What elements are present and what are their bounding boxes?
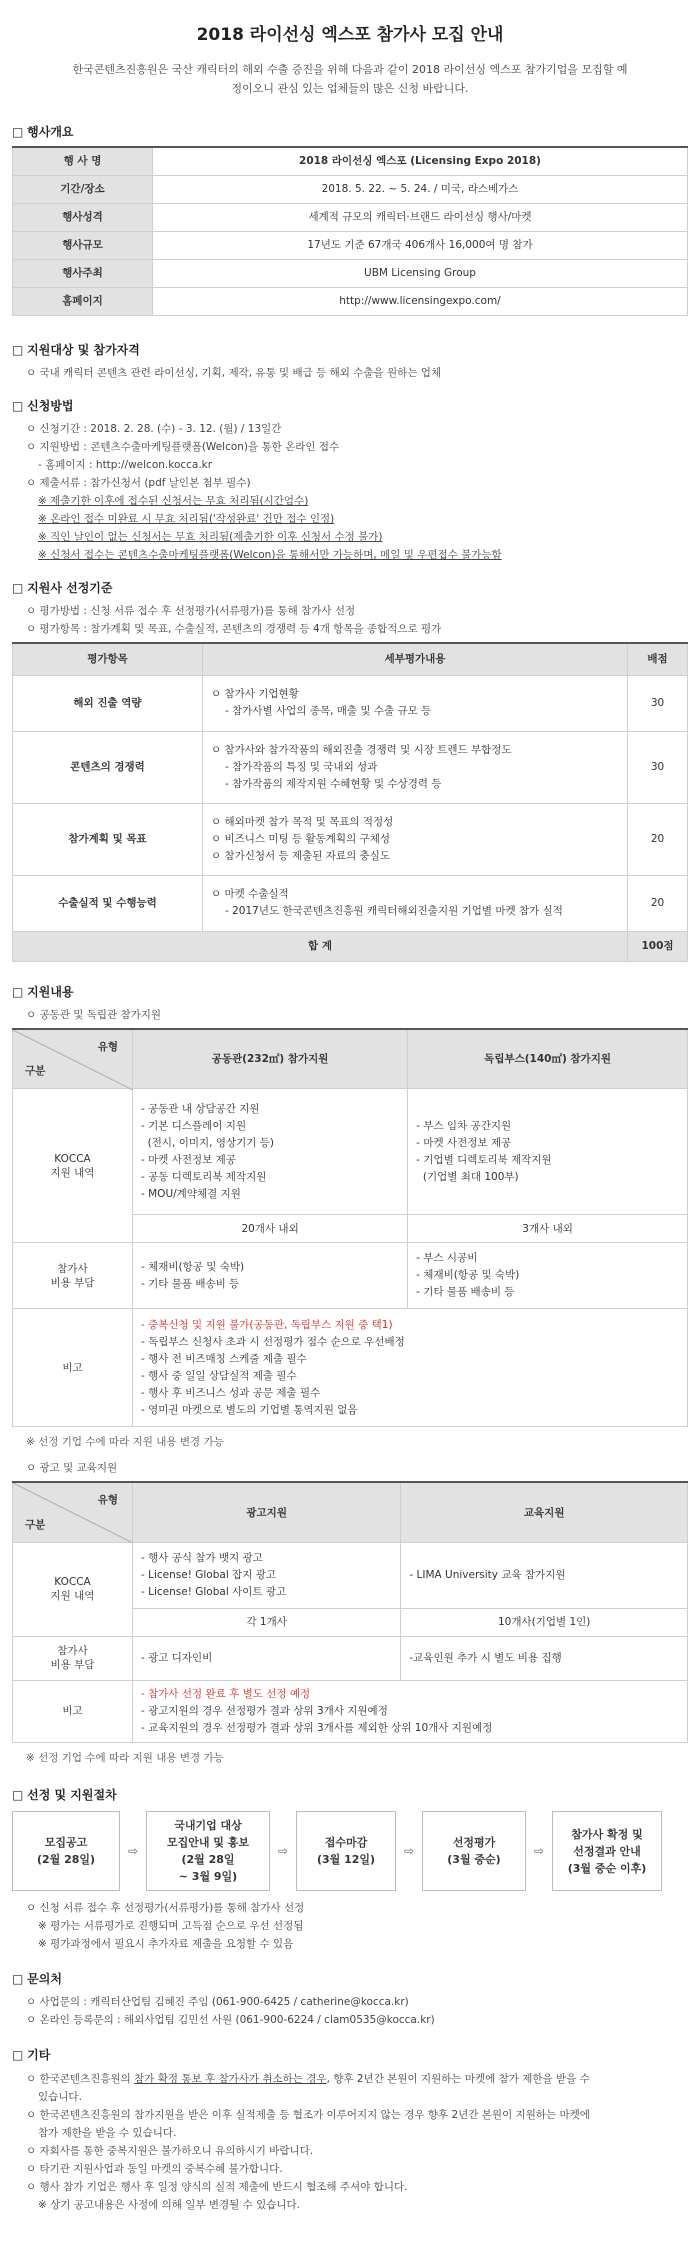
process-step [422,1811,526,1891]
list-item: - 교육지원의 경우 선정평가 결과 상위 3개사를 제외한 상위 10개사 지원예정 [141,1721,493,1734]
row-key: 행사성격 [13,203,153,231]
cell-list [401,1636,688,1680]
detail-line: ㅇ 참가사와 참가작품의 해외진출 경쟁력 및 시장 트렌드 부합정도 [211,743,512,756]
apply-period: ㅇ 신청기간 : 2018. 2. 28. (수) - 3. 12. (월) / 13일간 [26,423,282,436]
col-header: 광고지원 [133,1482,401,1542]
row-label: KOCCA 지원 내역 [13,1089,133,1243]
row-value: 17년도 기준 67개국 406개사 16,000여 명 참가 [153,231,688,259]
process-step [552,1811,662,1891]
etc-item-cont: 있습니다. [38,2090,82,2103]
support-note: ※ 선정 기업 수에 따라 지원 내용 변경 가능 [26,1436,224,1449]
step-label: 접수마감 [324,1836,368,1850]
eval-item: 수출실적 및 수행능력 [13,875,203,931]
detail-line: ㅇ 비즈니스 미팅 등 활동계획의 구체성 [211,832,390,845]
header-division: 구분 [25,1065,46,1078]
cell-list [408,1089,688,1215]
count-cell: 각 1개사 [133,1608,401,1636]
cell-list [133,1309,688,1427]
row-value: 세계적 규모의 캐릭터·브랜드 라이선싱 행사/마켓 [153,203,688,231]
cell-list [401,1542,688,1608]
table-row [13,1542,688,1608]
count-cell: 20개사 내외 [133,1215,408,1243]
table-row [13,675,688,731]
step-date: (3월 중순 이후) [567,1861,647,1875]
row-value: UBM Licensing Group [153,259,688,287]
row-label: 참가사 비용 부담 [13,1243,133,1309]
step-date: (3월 중순) [447,1853,501,1867]
cell-list [133,1636,401,1680]
booth-support-table [12,1028,688,1428]
diagonal-line [13,1483,133,1543]
list-item: - 광고 디자인비 [141,1651,213,1664]
list-item: - 마켓 사전정보 제공 [141,1153,236,1166]
table-header-row [13,1482,688,1542]
overview-table [12,146,688,316]
arrow-right-icon: ⇨ [533,1844,545,1859]
table-row [13,175,688,203]
list-item: (전시, 이미지, 영상기기 등) [141,1136,274,1149]
col-header: 교육지원 [401,1482,688,1542]
list-item: - 행사 중 일일 상담실적 제출 필수 [141,1369,297,1382]
row-key: 홈페이지 [13,287,153,315]
list-item: - 기업별 디렉토리북 제작지원 [416,1153,552,1166]
table-row [13,259,688,287]
process-step [296,1811,396,1891]
arrow-right-icon: ⇨ [127,1844,139,1859]
cell-list [408,1243,688,1309]
apply-note: ※ 제출기한 이후에 접수된 신청서는 무효 처리됨(시간엄수) [38,495,309,508]
list-item: - 광고지원의 경우 선정평가 결과 상위 3개사 지원예정 [141,1704,388,1717]
table-header-row [13,643,688,675]
step-date: (3월 12일) [316,1853,376,1867]
step-label: 국내기업 대상 [174,1819,242,1833]
step-date: (2월 28일) [36,1853,96,1867]
section-eligibility-title: □ 지원대상 및 참가자격 [12,342,688,358]
process-step [146,1811,270,1891]
step-label: 모집안내 및 홍보 [166,1836,250,1850]
list-item: - 행사 공식 참가 뱃지 광고 [141,1551,263,1564]
list-item: - MOU/계약체결 지원 [141,1187,241,1200]
cell-list [133,1680,688,1742]
process-steps [12,1811,688,1891]
arrow-right-icon: ⇨ [403,1844,415,1859]
count-cell: 10개사(기업별 1인) [401,1608,688,1636]
diagonal-header-cell [13,1029,133,1089]
contact-online: ㅇ 온라인 등록문의 : 해외사업팀 김민선 사원 (061-900-6224 / clam0535@kocca.kr) [26,2014,435,2027]
step-label: 모집공고 [44,1836,88,1850]
diagonal-line [13,1030,133,1090]
col-header: 독립부스(140㎡) 참가지원 [408,1029,688,1089]
row-label: 비고 [13,1680,133,1742]
etc-text: , 향후 2년간 본원이 지원하는 마켓에 참가 제한을 받을 수 [326,2072,590,2085]
list-item: - 행사 후 비즈니스 성과 공문 제출 필수 [141,1386,321,1399]
detail-line: ㅇ 마켓 수출실적 [211,888,289,901]
process-step [12,1811,120,1891]
col-header: 배점 [628,643,688,675]
etc-underlined: 참가 확정 통보 후 참가사가 취소하는 경우 [134,2072,327,2085]
eval-score: 20 [628,803,688,875]
detail-line: ㅇ 참가신청서 등 제출된 자료의 충실도 [211,849,390,862]
list-item: - 기타 물품 배송비 등 [141,1277,240,1290]
eval-item: 해외 진출 역량 [13,675,203,731]
intro-text: 한국콘텐츠진흥원은 국산 캐릭터의 해외 수출 증진을 위해 다음과 같이 2018 라이선싱 엑스포 참가기업을 모집할 예정이오니 관심 있는 업체들의 많은 신청 바랍니다. [72,63,628,95]
apply-note: ※ 온라인 접수 미완료 시 무효 처리됨('작성완료' 건만 접수 인정) [38,513,335,526]
list-item: - LIMA University 교육 참가지원 [409,1568,566,1581]
etc-item-cont: 참가 제한을 받을 수 있습니다. [38,2126,177,2139]
table-row [13,731,688,803]
step-label: 선정평가 [452,1836,496,1850]
list-item: - 기본 디스플레이 지원 [141,1119,247,1132]
count-cell: 3개사 내외 [408,1215,688,1243]
eval-score: 30 [628,675,688,731]
eval-item: 참가계획 및 목표 [13,803,203,875]
table-row [13,1309,688,1427]
section-support-title: □ 지원내용 [12,984,688,1000]
detail-line: - 참가작품의 제작지원 수혜현황 및 수상경력 등 [225,777,442,790]
section-process-title: □ 선정 및 지원절차 [12,1787,688,1803]
list-item: - 기타 물품 배송비 등 [416,1286,515,1299]
list-item: - 마켓 사전정보 제공 [416,1136,512,1149]
table-row [13,1243,688,1309]
etc-text: ㅇ 한국콘텐츠진흥원의 [26,2072,135,2085]
section-criteria-title: □ 지원사 선정기준 [12,580,688,596]
table-row [13,231,688,259]
col-header: 평가항목 [13,643,203,675]
section-overview-title: □ 행사개요 [12,124,688,140]
apply-note: ※ 직인 날인이 없는 신청서는 무효 처리됨(제출기한 이후 신청서 수정 불가) [38,531,383,544]
table-row [13,1680,688,1742]
row-label: KOCCA 지원 내역 [13,1542,133,1636]
section-contact-title: □ 문의처 [12,1971,688,1987]
etc-note: ※ 상기 공고내용은 사정에 의해 일부 변경될 수 있습니다. [38,2198,300,2211]
table-row [13,287,688,315]
eval-detail [203,803,628,875]
list-item: -교육인원 추가 시 별도 비용 집행 [409,1651,562,1664]
list-item: - 체재비(항공 및 숙박) [416,1269,520,1282]
table-row [13,147,688,175]
list-item: - 행사 전 비즈매칭 스케줄 제출 필수 [141,1352,307,1365]
list-item: - 영미권 마켓으로 별도의 기업별 통역지원 없음 [141,1403,358,1416]
col-header: 공동관(232㎡) 참가지원 [133,1029,408,1089]
row-key: 기간/장소 [13,175,153,203]
apply-documents: ㅇ 제출서류 : 참가신청서 (pdf 날인본 첨부 필수) [26,477,251,490]
etc-item [12,2070,688,2088]
support-sub-booth: ㅇ 공동관 및 독립관 참가지원 [26,1008,162,1021]
diagonal-header-cell [13,1482,133,1542]
list-item: - 공동관 내 상담공간 지원 [141,1102,260,1115]
eval-detail [203,731,628,803]
list-item: - 부스 시공비 [416,1252,478,1265]
list-item: - 중복신청 및 지원 불가(공동관, 독립부스 지원 중 택1) [141,1318,393,1331]
step-date: (2월 28일 [181,1853,235,1867]
detail-line: ㅇ 해외마켓 참가 목적 및 목표의 적정성 [211,815,394,828]
header-type: 유형 [97,1040,118,1053]
row-value: 2018. 5. 22. ~ 5. 24. / 미국, 라스베가스 [153,175,688,203]
table-row [13,875,688,931]
arrow-right-icon: ⇨ [277,1844,289,1859]
total-label: 합 계 [13,931,628,961]
process-desc: ㅇ 신청 서류 접수 후 선정평가(서류평가)를 통해 참가사 선정 [26,1902,305,1915]
evaluation-table [12,642,688,962]
eval-detail [203,875,628,931]
list-item: (기업별 최대 100부) [416,1170,519,1183]
eval-score: 30 [628,731,688,803]
row-key: 행사주최 [13,259,153,287]
eligibility-text: ㅇ 국내 캐릭터 콘텐츠 관련 라이선싱, 기획, 제작, 유통 및 배급 등 해외 수출을 원하는 업체 [26,366,442,379]
contact-business: ㅇ 사업문의 : 캐릭터산업팀 김혜진 주임 (061-900-6425 / catherine@kocca.kr) [26,1996,409,2009]
process-note: ※ 평가과정에서 필요시 추가자료 제출을 요청할 수 있음 [38,1938,294,1951]
header-division: 구분 [25,1518,46,1531]
cell-list [133,1243,408,1309]
list-item: - 체재비(항공 및 숙박) [141,1260,245,1273]
table-row [13,803,688,875]
row-key: 행사규모 [13,231,153,259]
table-row [13,1636,688,1680]
apply-homepage[interactable]: - 홈페이지 : http://welcon.kocca.kr [38,459,213,472]
step-label: 선정결과 안내 [573,1844,641,1858]
etc-item: ㅇ 타기관 지원사업과 동일 마켓의 중복수혜 불가합니다. [26,2162,283,2175]
total-row [13,931,688,961]
row-key: 행 사 명 [13,147,153,175]
etc-item: ㅇ 행사 참가 기업은 행사 후 일정 양식의 실적 제출에 반드시 협조해 주셔야 합니다. [26,2180,408,2193]
total-score: 100점 [628,931,688,961]
list-item: - 공동 디렉토리북 제작지원 [141,1170,267,1183]
criteria-method: ㅇ 평가방법 : 신청 서류 접수 후 선정평가(서류평가)를 통해 참가사 선정 [26,605,356,618]
list-item: - 참가사 선정 완료 후 별도 선정 예정 [141,1687,311,1700]
list-item: - 독립부스 신청사 초과 시 선정평가 점수 순으로 우선배정 [141,1335,405,1348]
cell-list [133,1089,408,1215]
ad-education-table [12,1481,688,1743]
homepage-link[interactable]: http://www.licensingexpo.com/ [153,287,688,315]
etc-item: ㅇ 자회사를 통한 중복지원은 불가하오니 유의하시기 바랍니다. [26,2144,314,2157]
table-header-row [13,1029,688,1089]
header-type: 유형 [97,1494,118,1507]
eval-item: 콘텐츠의 경쟁력 [13,731,203,803]
detail-line: - 참가작품의 특징 및 국내외 성과 [225,760,378,773]
apply-note: ※ 신청서 접수는 콘텐츠수출마케팅플랫폼(Welcon)을 통해서만 가능하며, 메일 및 우편접수 불가능함 [38,549,502,562]
eval-score: 20 [628,875,688,931]
cell-list [133,1542,401,1608]
col-header: 세부평가내용 [203,643,628,675]
list-item: - License! Global 사이트 광고 [141,1585,287,1598]
step-date: ~ 3월 9일) [178,1870,238,1884]
eval-detail [203,675,628,731]
step-label: 참가사 확정 및 [571,1827,643,1841]
detail-line: - 참가사별 사업의 종목, 매출 및 수출 규모 등 [225,705,432,718]
etc-item: ㅇ 한국콘텐츠진흥원의 참가지원을 받은 이후 실적제출 등 협조가 이루어지지 않는 경우 향후 2년간 본원이 지원하는 마켓에 [26,2108,590,2121]
row-label: 비고 [13,1309,133,1427]
process-note: ※ 평가는 서류평가로 진행되며 고득점 순으로 우선 선정됨 [38,1920,304,1933]
row-value: 2018 라이선싱 엑스포 (Licensing Expo 2018) [153,147,688,175]
table-row [13,203,688,231]
detail-line: ㅇ 참가사 기업현황 [211,688,299,701]
row-label: 참가사 비용 부담 [13,1636,133,1680]
detail-line: - 2017년도 한국콘텐츠진흥원 캐릭터해외진출지원 기업별 마켓 참가 실적 [225,905,563,918]
page-title: 2018 라이선싱 엑스포 참가사 모집 안내 [196,25,504,45]
section-etc-title: □ 기타 [12,2047,688,2063]
table-row [13,1089,688,1215]
support-note: ※ 선정 기업 수에 따라 지원 내용 변경 가능 [26,1751,224,1764]
list-item: - License! Global 잡지 광고 [141,1568,277,1581]
apply-method: ㅇ 지원방법 : 콘텐츠수출마케팅플랫폼(Welcon)을 통한 온라인 접수 [26,441,340,454]
support-sub-ad: ㅇ 광고 및 교육지원 [26,1462,118,1475]
section-apply-title: □ 신청방법 [12,398,688,414]
list-item: - 부스 임차 공간지원 [416,1119,512,1132]
criteria-items: ㅇ 평가항목 : 참가계획 및 목표, 수출실적, 콘텐츠의 경쟁력 등 4개 항목을 종합적으로 평가 [26,623,442,636]
